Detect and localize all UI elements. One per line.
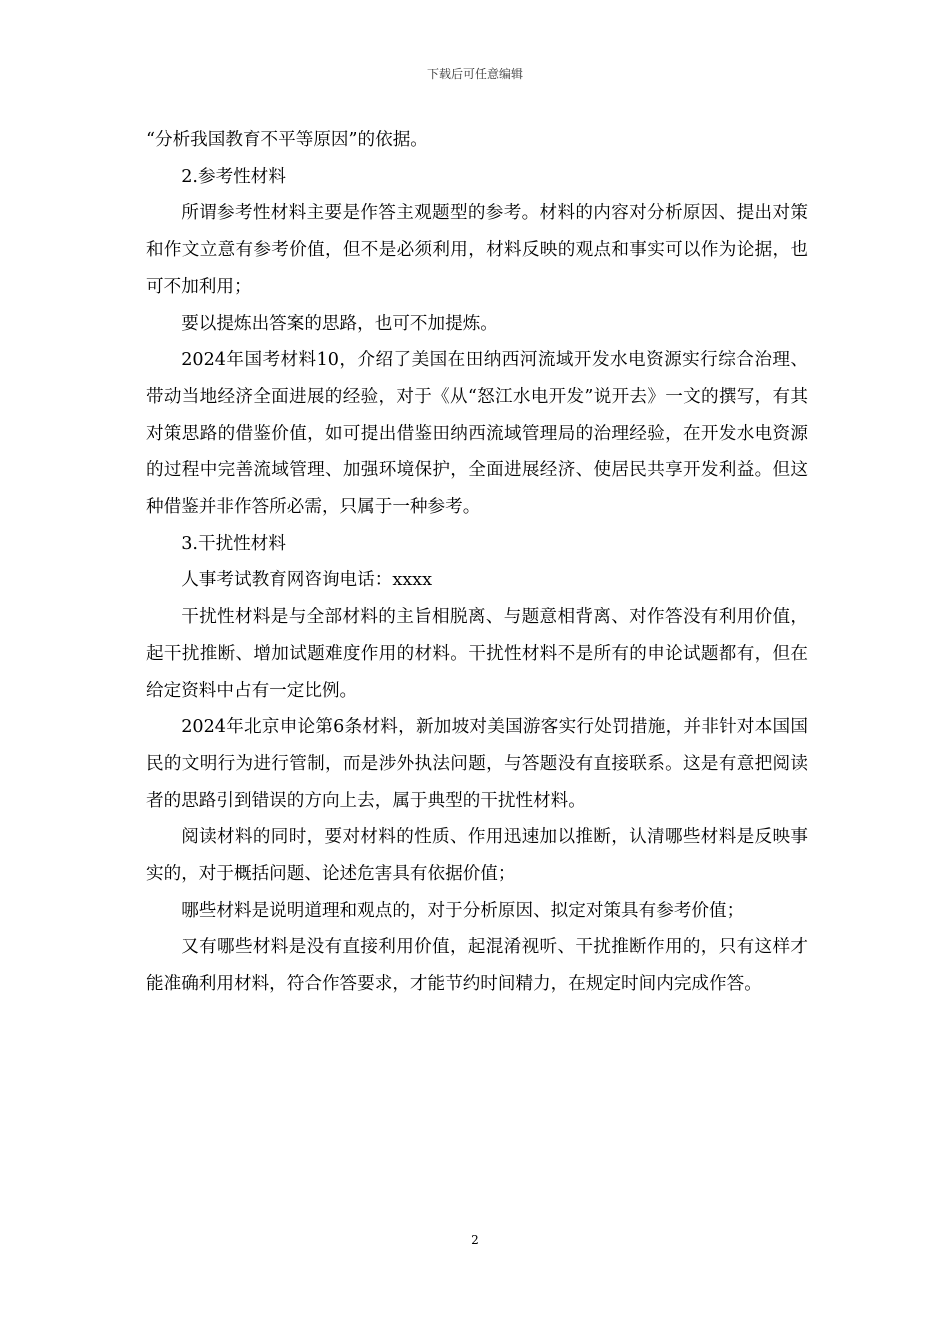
paragraph: 2024年国考材料10，介绍了美国在田纳西河流域开发水电资源实行综合治理、带动当地经济全面进展的经验，对于《从“怒江水电开发”说开去》一文的撰写，有其对策思路的借鉴价值，如可提出借鉴田纳西流域管理局的治理经验，在开发水电资源的过程中完善流域管理、加强环境保护，全面进展经济、使居民共享开发利益。但这种借鉴并非作答所必需，只属于一种参考。	[146, 350, 808, 518]
paragraph: 哪些材料是说明道理和观点的，对于分析原因、拟定对策具有参考价值；	[181, 900, 745, 921]
paragraph-continuation: “分析我国教育不平等原因”的依据。	[146, 130, 428, 150]
section-heading-distractor-material: 3.干扰性材料	[181, 533, 286, 554]
section-heading-reference-material: 2.参考性材料	[181, 166, 286, 187]
document-body	[146, 122, 808, 1003]
paragraph: 要以提炼出答案的思路，也可不加提炼。	[181, 313, 498, 334]
paragraph: 又有哪些材料是没有直接利用价值，起混淆视听、干扰推断作用的，只有这样才能准确利用材料，符合作答要求，才能节约时间精力，在规定时间内完成作答。	[146, 937, 808, 995]
page-header-note: 下载后可任意编辑	[426, 67, 523, 81]
paragraph: 干扰性材料是与全部材料的主旨相脱离、与题意相背离、对作答没有利用价值，起干扰推断、增加试题难度作用的材料。干扰性材料不是所有的申论试题都有，但在给定资料中占有一定比例。	[146, 607, 808, 701]
paragraph: 所谓参考性材料主要是作答主观题型的参考。材料的内容对分析原因、提出对策和作文立意有参考价值，但不是必须利用，材料反映的观点和事实可以作为论据，也可不加利用；	[146, 203, 808, 297]
paragraph-contact-phone: 人事考试教育网咨询电话：xxxx	[181, 570, 433, 591]
paragraph: 阅读材料的同时，要对材料的性质、作用迅速加以推断，认清哪些材料是反映事实的，对于概括问题、论述危害具有依据价值；	[146, 827, 808, 885]
page-number: 2	[471, 1233, 479, 1247]
paragraph: 2024年北京申论第6条材料，新加坡对美国游客实行处罚措施，并非针对本国国民的文明行为进行管制，而是涉外执法问题，与答题没有直接联系。这是有意把阅读者的思路引到错误的方向上去，属于典型的干扰性材料。	[146, 717, 808, 811]
